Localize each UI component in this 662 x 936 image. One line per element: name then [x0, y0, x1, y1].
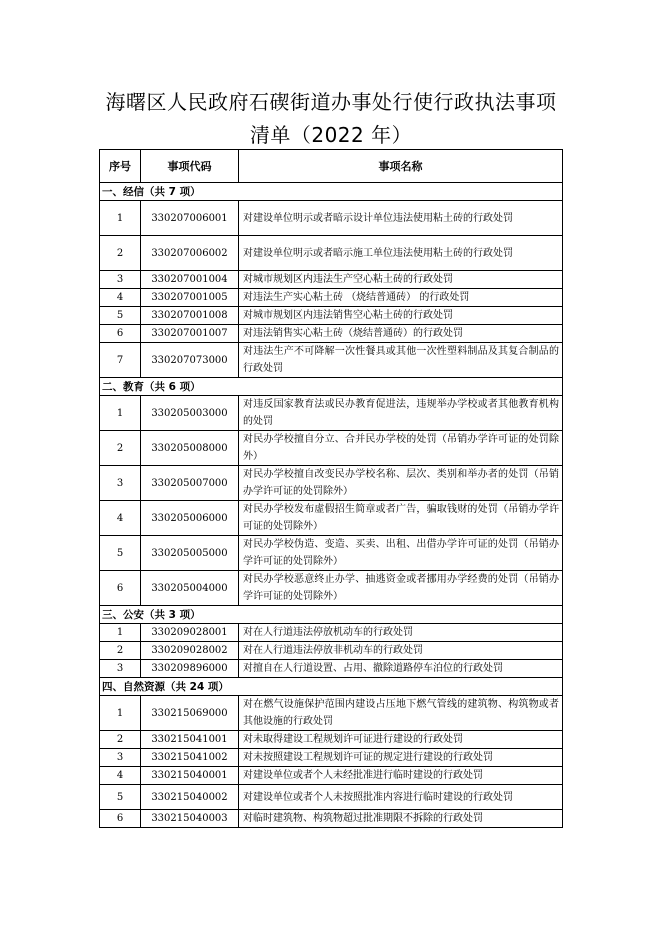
header-item-name: 事项名称: [239, 150, 563, 183]
item-code: 330215040002: [141, 785, 239, 810]
item-name: 对民办学校恶意终止办学、抽逃资金或者挪用办学经费的处罚（吊销办学许可证的处罚除外）: [239, 571, 563, 606]
item-index: 3: [100, 466, 141, 501]
item-code: 330207006001: [141, 201, 239, 236]
item-name: 对建设单位明示或者暗示设计单位违法使用粘土砖的行政处罚: [239, 201, 563, 236]
table-row: [100, 767, 563, 785]
item-index: 6: [100, 571, 141, 606]
item-name: 对建设单位或者个人未经批准进行临时建设的行政处罚: [239, 767, 563, 785]
item-index: 3: [100, 271, 141, 289]
table-row: [100, 271, 563, 289]
table-row: [100, 536, 563, 571]
item-code: 330215040003: [141, 810, 239, 828]
table-row: [100, 289, 563, 307]
item-index: 3: [100, 660, 141, 678]
item-name: 对违法销售实心粘土砖（烧结普通砖）的行政处罚: [239, 325, 563, 343]
item-index: 5: [100, 536, 141, 571]
table-row: [100, 501, 563, 536]
item-index: 1: [100, 201, 141, 236]
item-code: 330207001005: [141, 289, 239, 307]
item-index: 5: [100, 307, 141, 325]
item-code: 330205005000: [141, 536, 239, 571]
document-subtitle: 清单（2022 年）: [249, 123, 413, 147]
item-name: 对建设单位明示或者暗示施工单位违法使用粘土砖的行政处罚: [239, 236, 563, 271]
item-index: 1: [100, 696, 141, 731]
enforcement-items-table: [99, 149, 563, 828]
item-name: 对未取得建设工程规划许可证进行建设的行政处罚: [239, 731, 563, 749]
section-title: 二、教育（共 6 项）: [100, 378, 563, 396]
item-name: 对违法生产不可降解一次性餐具或其他一次性塑料制品及其复合制品的行政处罚: [239, 343, 563, 378]
table-row: [100, 749, 563, 767]
item-index: 2: [100, 731, 141, 749]
section-title: 一、经信（共 7 项）: [100, 183, 563, 201]
item-index: 2: [100, 236, 141, 271]
section-header-row: [100, 678, 563, 696]
item-name: 对民办学校擅自改变民办学校名称、层次、类别和举办者的处罚（吊销办学许可证的处罚除外）: [239, 466, 563, 501]
table-row: [100, 307, 563, 325]
item-code: 330215069000: [141, 696, 239, 731]
table-row: [100, 431, 563, 466]
item-index: 6: [100, 325, 141, 343]
table-row: [100, 325, 563, 343]
item-index: 4: [100, 501, 141, 536]
table-row: [100, 642, 563, 660]
item-index: 2: [100, 642, 141, 660]
item-code: 330207001007: [141, 325, 239, 343]
table-header-row: [100, 150, 563, 183]
item-code: 330205004000: [141, 571, 239, 606]
item-code: 330209896000: [141, 660, 239, 678]
table-row: [100, 236, 563, 271]
item-name: 对违法生产实心粘土砖 （烧结普通砖） 的行政处罚: [239, 289, 563, 307]
table-row: [100, 660, 563, 678]
item-code: 330209028001: [141, 624, 239, 642]
item-code: 330215040001: [141, 767, 239, 785]
item-index: 3: [100, 749, 141, 767]
item-name: 对在燃气设施保护范围内建设占压地下燃气管线的建筑物、构筑物或者其他设施的行政处罚: [239, 696, 563, 731]
item-name: 对民办学校发布虚假招生简章或者广告，骗取钱财的处罚（吊销办学许可证的处罚除外）: [239, 501, 563, 536]
item-name: 对建设单位或者个人未按照批准内容进行临时建设的行政处罚: [239, 785, 563, 810]
item-code: 330205003000: [141, 396, 239, 431]
table-row: [100, 696, 563, 731]
item-code: 330205007000: [141, 466, 239, 501]
item-index: 4: [100, 767, 141, 785]
section-header-row: [100, 606, 563, 624]
table-row: [100, 396, 563, 431]
item-index: 4: [100, 289, 141, 307]
section-header-row: [100, 183, 563, 201]
item-index: 5: [100, 785, 141, 810]
item-index: 6: [100, 810, 141, 828]
item-code: 330209028002: [141, 642, 239, 660]
table-body: [100, 183, 563, 828]
table-row: [100, 201, 563, 236]
item-code: 330205006000: [141, 501, 239, 536]
item-index: 2: [100, 431, 141, 466]
item-name: 对临时建筑物、构筑物超过批准期限不拆除的行政处罚: [239, 810, 563, 828]
header-item-code: 事项代码: [141, 150, 239, 183]
document-title: 海曙区人民政府石碶街道办事处行使行政执法事项: [105, 90, 557, 114]
item-index: 7: [100, 343, 141, 378]
item-name: 对在人行道违法停放机动车的行政处罚: [239, 624, 563, 642]
item-name: 对城市规划区内违法销售空心粘土砖的行政处罚: [239, 307, 563, 325]
item-index: 1: [100, 396, 141, 431]
item-name: 对城市规划区内违法生产空心粘土砖的行政处罚: [239, 271, 563, 289]
table-row: [100, 624, 563, 642]
item-code: 330207006002: [141, 236, 239, 271]
table-row: [100, 466, 563, 501]
table-row: [100, 571, 563, 606]
table-row: [100, 731, 563, 749]
table-row: [100, 343, 563, 378]
item-name: 对未按照建设工程规划许可证的规定进行建设的行政处罚: [239, 749, 563, 767]
item-code: 330207001008: [141, 307, 239, 325]
section-title: 三、公安（共 3 项）: [100, 606, 563, 624]
item-code: 330205008000: [141, 431, 239, 466]
item-code: 330207001004: [141, 271, 239, 289]
item-index: 1: [100, 624, 141, 642]
item-name: 对违反国家教育法或民办教育促进法，违规举办学校或者其他教育机构的处罚: [239, 396, 563, 431]
section-title: 四、自然资源（共 24 项）: [100, 678, 563, 696]
item-code: 330215041002: [141, 749, 239, 767]
item-name: 对民办学校伪造、变造、买卖、出租、出借办学许可证的处罚（吊销办学许可证的处罚除外）: [239, 536, 563, 571]
item-code: 330207073000: [141, 343, 239, 378]
item-name: 对擅自在人行道设置、占用、撤除道路停车泊位的行政处罚: [239, 660, 563, 678]
table-row: [100, 810, 563, 828]
item-name: 对在人行道违法停放非机动车的行政处罚: [239, 642, 563, 660]
section-header-row: [100, 378, 563, 396]
item-name: 对民办学校擅自分立、合并民办学校的处罚（吊销办学许可证的处罚除外）: [239, 431, 563, 466]
item-code: 330215041001: [141, 731, 239, 749]
header-index: 序号: [100, 150, 141, 183]
table-row: [100, 785, 563, 810]
